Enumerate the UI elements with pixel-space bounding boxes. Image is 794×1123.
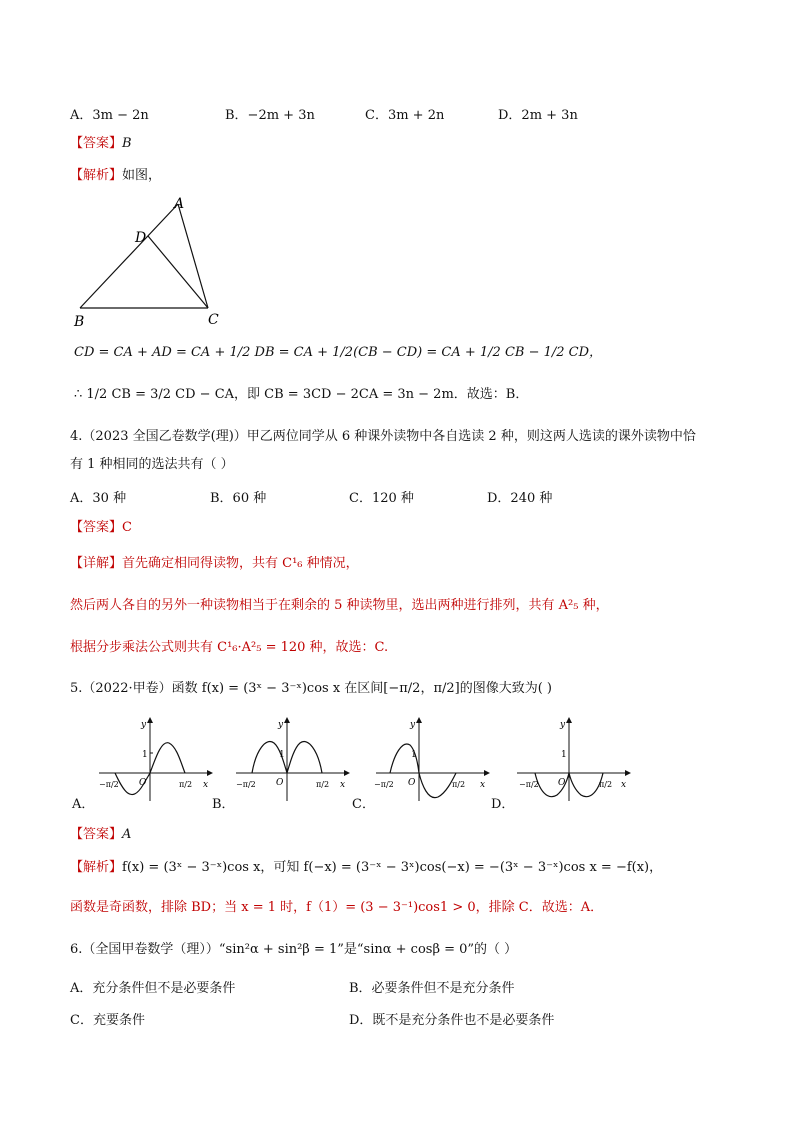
answer-value: C [122, 520, 132, 535]
answer-tag: 【答案】 [70, 520, 123, 535]
svg-text:x: x [480, 780, 486, 790]
q4-option-b: B．60 种 [210, 491, 267, 506]
svg-text:O: O [408, 778, 416, 788]
svg-text:−π/2: −π/2 [374, 780, 394, 789]
answer-tag: 【答案】 [70, 136, 123, 151]
graph-b [232, 715, 352, 805]
svg-text:x: x [621, 780, 627, 790]
q5-answer-line [70, 826, 131, 844]
detail-text: 首先确定相同得读物，共有 C¹₆ 种情况， [122, 556, 359, 571]
q3-option-a: A．3m − 2n [70, 108, 149, 123]
q3-equation-2: ∴ 1/2 CB = 3/2 CD − CA，即 CB = 3CD − 2CA = 3n − 2m．故选：B． [74, 387, 529, 402]
label-a: A [174, 196, 185, 212]
label-c: C [208, 312, 219, 328]
svg-text:1: 1 [561, 750, 567, 760]
q4-detail-3: 根据分步乘法公式则共有 C¹₆·A²₅ = 120 种，故选：C. [70, 640, 389, 655]
answer-tag: 【答案】 [70, 827, 123, 842]
q4-detail-1 [70, 555, 359, 573]
svg-text:−π/2: −π/2 [236, 780, 256, 789]
q4-detail-2: 然后两人各自的另外一种读物相当于在剩余的 5 种读物里，选出两种进行排列，共有 A²₅ 种， [70, 598, 609, 613]
svg-text:−π/2: −π/2 [99, 780, 119, 789]
analysis-intro: 如图， [122, 168, 162, 183]
q3-analysis-line [70, 167, 161, 185]
q3-option-c: C．3m + 2n [365, 108, 445, 123]
svg-text:1: 1 [279, 750, 285, 760]
answer-value: A [122, 827, 132, 842]
svg-text:y: y [278, 720, 284, 730]
graph-label-d: D． [491, 797, 515, 812]
q6-option-a: A．充分条件但不是必要条件 [70, 981, 236, 996]
svg-text:O: O [558, 778, 566, 788]
svg-text:x: x [340, 780, 346, 790]
analysis-tag: 【解析】 [70, 168, 123, 183]
svg-text:y: y [141, 720, 147, 730]
svg-text:y: y [560, 720, 566, 730]
svg-text:y: y [410, 720, 416, 730]
graph-label-a: A． [72, 797, 95, 812]
q4-option-c: C．120 种 [349, 491, 414, 506]
svg-text:O: O [139, 778, 147, 788]
svg-text:−π/2: −π/2 [519, 780, 539, 789]
svg-text:O: O [276, 778, 284, 788]
q6-option-b: B．必要条件但不是充分条件 [349, 981, 515, 996]
q6-stem: 6.（全国甲卷数学（理））“sin²α + sin²β = 1”是“sinα + cosβ = 0”的（ ） [70, 942, 518, 957]
triangle-diagram [68, 190, 238, 330]
svg-text:1: 1 [142, 750, 148, 760]
q4-option-d: D．240 种 [487, 491, 553, 506]
q6-option-d: D．既不是充分条件也不是必要条件 [349, 1013, 555, 1028]
svg-text:x: x [203, 780, 209, 790]
detail-tag: 【详解】 [70, 556, 123, 571]
graph-d [513, 715, 633, 805]
graph-a [95, 715, 215, 805]
q6-option-c: C．充要条件 [70, 1013, 145, 1028]
q4-answer-line [70, 519, 132, 537]
q5-analysis-2: 函数是奇函数，排除 BD；当 x = 1 时，f（1）= (3 − 3⁻¹)cos1 > 0，排除 C．故选：A． [70, 900, 604, 915]
svg-text:π/2: π/2 [316, 780, 330, 789]
q3-option-d: D．2m + 3n [498, 108, 578, 123]
label-b: B [74, 314, 85, 330]
svg-text:1: 1 [411, 750, 417, 760]
svg-text:π/2: π/2 [179, 780, 193, 789]
q3-answer-line [70, 135, 132, 153]
graph-label-b: B． [212, 797, 235, 812]
analysis-tag: 【解析】 [70, 860, 123, 875]
graph-label-c: C． [352, 797, 375, 812]
q3-option-b: B．−2m + 3n [225, 108, 315, 123]
analysis-text: f(x) = (3ˣ − 3⁻ˣ)cos x，可知 f(−x) = (3⁻ˣ − 3ˣ)cos(−x) = −(3ˣ − 3⁻ˣ)cos x = −f(x)， [122, 860, 663, 875]
svg-text:π/2: π/2 [452, 780, 466, 789]
q4-stem-2: 有 1 种相同的选法共有（ ） [70, 457, 234, 472]
q3-equation-1: CD = CA + AD = CA + 1/2 DB = CA + 1/2(CB − CD) = CA + 1/2 CB − 1/2 CD， [74, 345, 603, 360]
svg-text:π/2: π/2 [599, 780, 613, 789]
label-d: D [135, 230, 147, 246]
q5-stem: 5.（2022·甲卷）函数 f(x) = (3ˣ − 3⁻ˣ)cos x 在区间[−π/2，π/2]的图像大致为( ) [70, 681, 552, 696]
graph-c [372, 715, 492, 805]
q5-analysis-1 [70, 859, 662, 877]
q4-option-a: A．30 种 [70, 491, 127, 506]
answer-value: B [122, 136, 132, 151]
q4-stem-1: 4.（2023 全国乙卷数学(理)）甲乙两位同学从 6 种课外读物中各自选读 2 种，则这两人选读的课外读物中恰 [70, 429, 696, 444]
